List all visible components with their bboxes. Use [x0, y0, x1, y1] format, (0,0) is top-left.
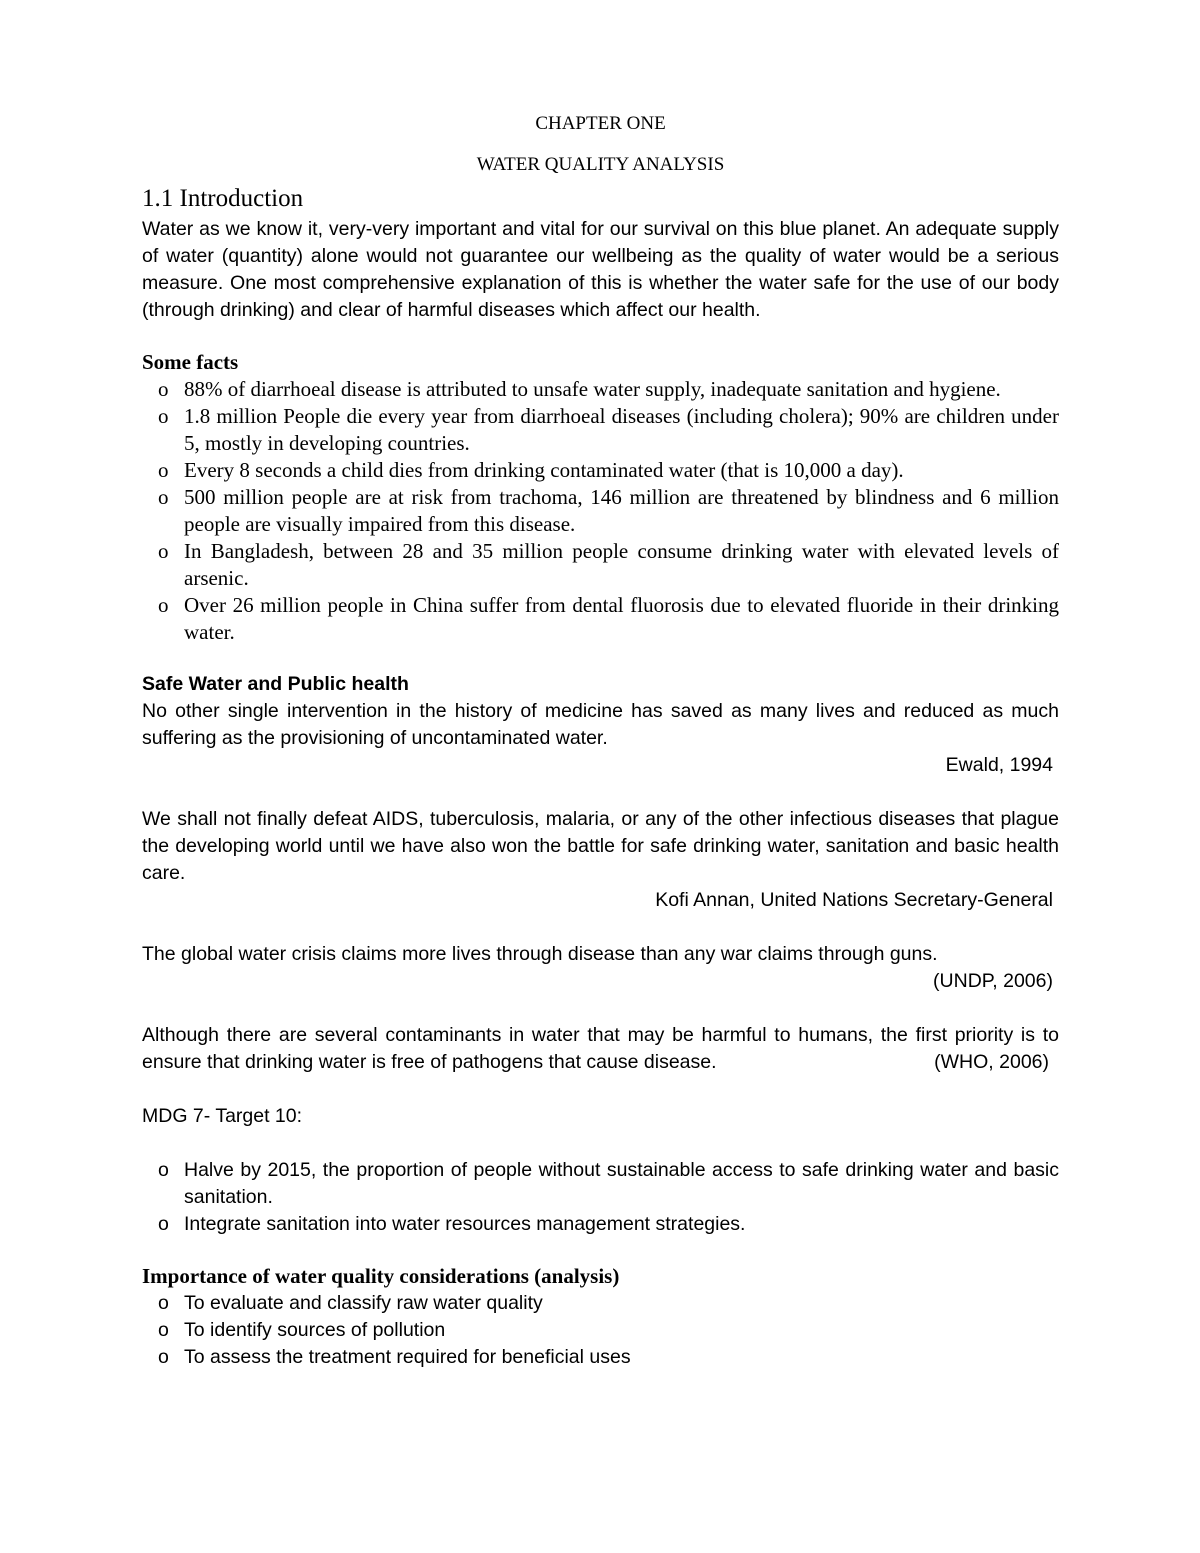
list-item: o To assess the treatment required for beneficial uses — [184, 1344, 1059, 1371]
bullet-icon: o — [158, 377, 169, 401]
safe-water-heading: Safe Water and Public health — [142, 673, 409, 695]
intro-paragraph: Water as we know it, very-very important and vital for our survival on this blue planet. An adequate supply of water (quantity) alone would not guarantee our wellbeing as the quality of water would be a serious measure. One most comprehensive explanation of this is whether the water safe for the use of our body (through drinking) and clear of harmful diseases which affect our health. — [142, 218, 1059, 321]
facts-heading: Some facts — [142, 350, 239, 374]
importance-heading: Importance of water quality considerations (analysis) — [142, 1264, 620, 1288]
facts-list — [142, 376, 1059, 646]
quote-annan: We shall not finally defeat AIDS, tuberculosis, malaria, or any of the other infectious diseases that plague the developing world until we have also won the battle for safe drinking water, sanitation and basic health care. — [142, 808, 1059, 884]
bullet-icon: o — [158, 1159, 169, 1181]
bullet-icon: o — [158, 404, 169, 428]
bullet-icon: o — [158, 593, 169, 617]
bullet-icon: o — [158, 458, 169, 482]
bullet-icon: o — [158, 485, 169, 509]
importance-list — [142, 1290, 1059, 1371]
bullet-icon: o — [158, 1292, 169, 1314]
mdg-list — [142, 1157, 1059, 1238]
cite-ewald: Ewald, 1994 — [945, 754, 1053, 776]
chapter-label: CHAPTER ONE — [535, 113, 666, 134]
list-item: o Over 26 million people in China suffer from dental fluorosis due to elevated fluoride in their drinking water. — [158, 593, 1059, 644]
quote-ewald: No other single intervention in the history of medicine has saved as many lives and reduced as much suffering as the provisioning of uncontaminated water. — [142, 700, 1059, 749]
chapter-title: WATER QUALITY ANALYSIS — [476, 154, 725, 175]
quote-who-block — [142, 1022, 1059, 1076]
list-item: o Every 8 seconds a child dies from drinking contaminated water (that is 10,000 a day). — [158, 458, 904, 482]
cite-annan: Kofi Annan, United Nations Secretary-General — [655, 889, 1053, 911]
bullet-icon: o — [158, 1346, 169, 1368]
list-item: o In Bangladesh, between 28 and 35 million people consume drinking water with elevated levels of arsenic. — [158, 539, 1059, 590]
bullet-icon: o — [158, 539, 169, 563]
bullet-icon: o — [158, 1319, 169, 1341]
list-item: o Halve by 2015, the proportion of people without sustainable access to safe drinking water and basic sanitation. — [158, 1159, 1059, 1208]
list-item: o 88% of diarrhoeal disease is attributed to unsafe water supply, inadequate sanitation and hygiene. — [158, 377, 1001, 401]
list-item: o 500 million people are at risk from trachoma, 146 million are threatened by blindness and 6 million people are visually impaired from this disease. — [158, 485, 1059, 536]
intro-heading: 1.1 Introduction — [142, 185, 304, 212]
quote-undp: The global water crisis claims more lives through disease than any war claims through guns. — [142, 943, 938, 965]
cite-undp: (UNDP, 2006) — [933, 970, 1053, 992]
bullet-icon: o — [158, 1213, 169, 1235]
list-item: o To evaluate and classify raw water quality — [184, 1290, 1059, 1317]
mdg-heading: MDG 7- Target 10: — [142, 1105, 303, 1127]
list-item: o To identify sources of pollution — [184, 1317, 1059, 1344]
list-item: o 1.8 million People die every year from diarrhoeal diseases (including cholera); 90% are children under 5, mostly in developing countries. — [158, 404, 1059, 455]
cite-who: (WHO, 2006) — [934, 1051, 1049, 1073]
quote-who: Although there are several contaminants in water that may be harmful to humans, the first priority is to ensure that drinking water is free of pathogens that cause disease. — [142, 1024, 1059, 1073]
list-item: o Integrate sanitation into water resources management strategies. — [184, 1211, 1059, 1238]
document-page — [142, 110, 1059, 1371]
